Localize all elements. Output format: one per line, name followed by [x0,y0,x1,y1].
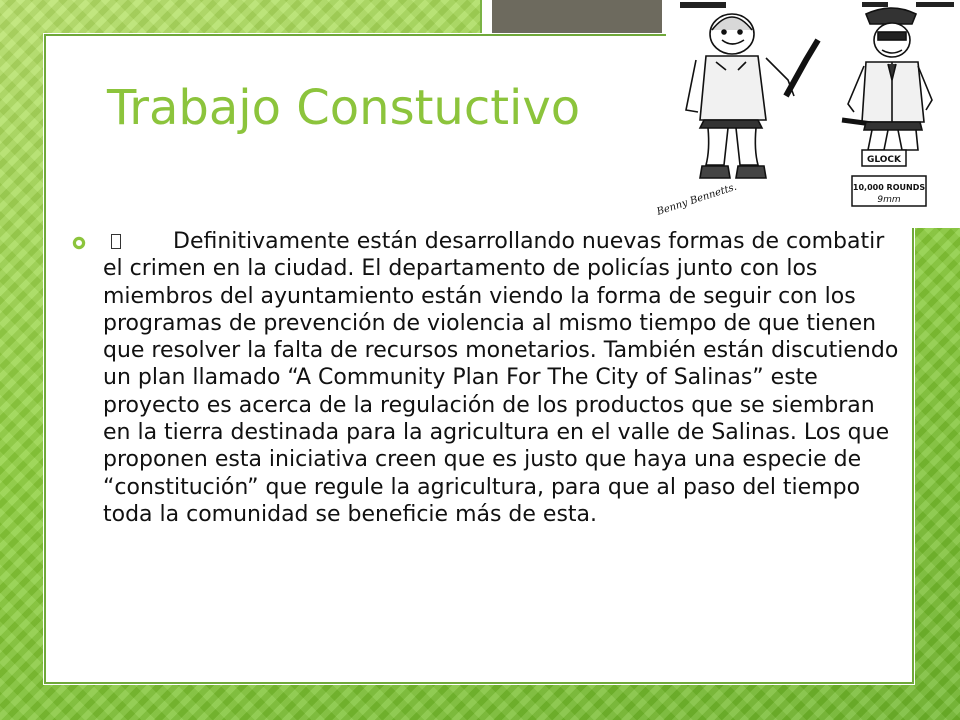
missing-glyph-icon [111,234,121,249]
crate-caliber-label: 9mm [877,195,901,205]
slide-body-text: Definitivamente están desarrollando nuevas formas de combatir el crimen en la ciudad. El departamento de policías junto con los miembros del ayuntamiento están viendo la forma de seguir con los programas de prevención de violencia al mismo tiempo de que tienen que resolver la falta de recursos monetarios. También están discutiendo un plan llamado “A Community Plan For The City of Salinas” este proyecto es acerca de la regulación de los productos que se siembran en la tierra destinada para la agricultura en el valle de Salinas. Los que proponen esta iniciativa creen que es justo que haya una especie de “constitución” que regule la agricultura, para que al paso del tiempo toda la comunidad se beneficie más de esta. [103,229,899,527]
crate-rounds-label: 10,000 ROUNDS [852,183,926,192]
police-cartoon-image [655,0,960,228]
bullet-ring-icon [72,236,86,250]
slide-title: Trabajo Constuctivo [107,80,581,136]
slide-body-paragraph [103,228,903,528]
bullet-ring-svg [72,236,86,250]
police-cartoon-svg [655,0,960,228]
glock-label: GLOCK [866,155,902,165]
cartoonist-signature: Benny Bennetts. [655,181,739,218]
